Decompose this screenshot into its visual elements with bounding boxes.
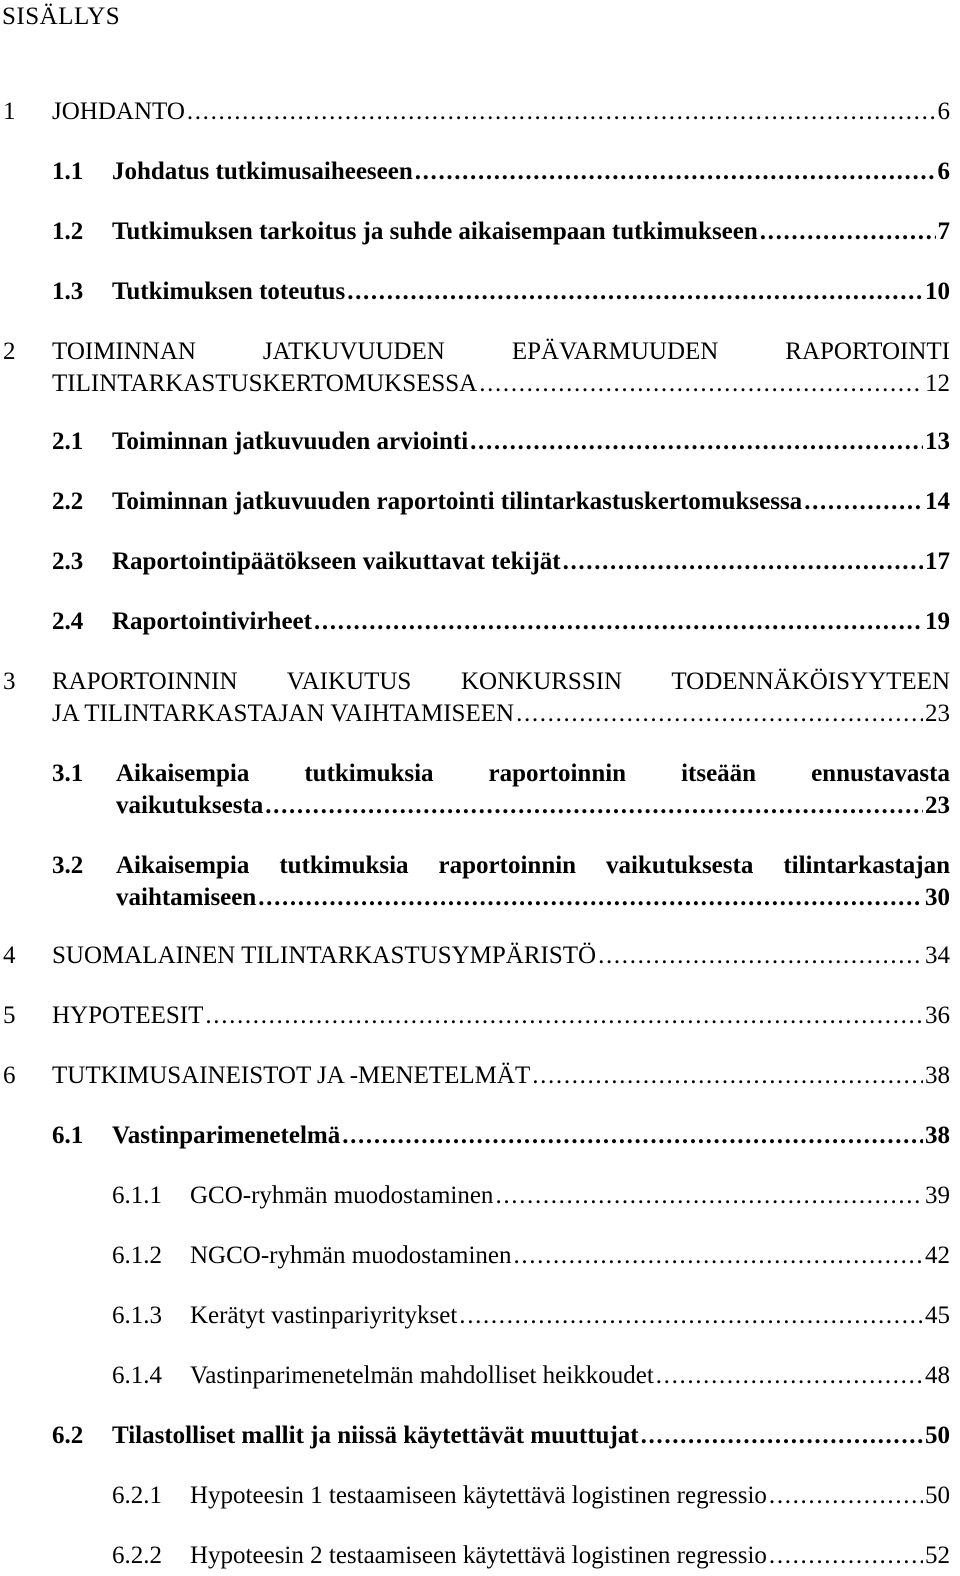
toc-entry-title: TILINTARKASTUSKERTOMUKSESSA: [52, 370, 478, 397]
toc-entry-body: [52, 1060, 950, 1092]
toc-entry-line: [112, 156, 950, 188]
toc-entry-title: SUOMALAINEN TILINTARKASTUSYMPÄRISTÖ: [52, 942, 597, 969]
toc-entry-page-number: 30: [925, 884, 950, 911]
dot-leader: [656, 1360, 923, 1392]
toc-entry-body: [112, 156, 950, 188]
toc-entry-title-first-line: RAPORTOINNIN VAIKUTUS KONKURSSIN TODENNÄKÖISYYTEEN: [52, 668, 950, 695]
toc-entry-title: JA TILINTARKASTAJAN VAIHTAMISEEN: [52, 700, 515, 727]
toc-entry-body: [112, 276, 950, 308]
toc-entry-title: vaihtamiseen: [116, 884, 257, 911]
toc-entry-page-number: 34: [925, 942, 950, 969]
toc-entry-line: [112, 1420, 950, 1452]
toc-entry-body: [112, 216, 950, 248]
toc-entry-line: [190, 1180, 950, 1212]
toc-entry-body: [52, 666, 950, 730]
toc-entry-page-number: 17: [925, 548, 950, 575]
toc-entry-title: Tilastolliset mallit ja niissä käytettävät muuttujat: [112, 1422, 639, 1449]
toc-entry-body: [112, 1420, 950, 1452]
toc-entry-title: JOHDANTO: [52, 98, 185, 125]
toc-entry-number: 4: [3, 942, 16, 969]
toc-entry-line: [52, 96, 950, 128]
toc-entry-line: [52, 368, 950, 400]
dot-leader: [598, 940, 923, 972]
toc-entry-line: [52, 1000, 950, 1032]
dot-leader: [265, 790, 923, 822]
toc-entry-page-number: 6: [937, 158, 950, 185]
dot-leader: [760, 216, 936, 248]
toc-entry-body: [52, 940, 950, 972]
toc-entry-number: 1.3: [52, 278, 84, 305]
dot-leader: [495, 1180, 923, 1212]
dot-leader: [516, 698, 923, 730]
toc-entry-number: 6.2.1: [112, 1482, 162, 1509]
toc-entry-title: Toiminnan jatkuvuuden raportointi tilintarkastuskertomuksessa: [112, 488, 803, 515]
dot-leader: [205, 1000, 923, 1032]
toc-entry-body: [190, 1300, 950, 1332]
dot-leader: [769, 1540, 923, 1572]
toc-entry-number: 6.2: [52, 1422, 84, 1449]
toc-entry-title: Tutkimuksen tarkoitus ja suhde aikaisempaan tutkimukseen: [112, 218, 758, 245]
toc-entry-title: NGCO-ryhmän muodostaminen: [190, 1242, 512, 1269]
toc-entry-number: 3: [3, 668, 16, 695]
toc-entry-title: GCO-ryhmän muodostaminen: [190, 1182, 494, 1209]
toc-entry-title: Johdatus tutkimusaiheeseen: [112, 158, 413, 185]
toc-entry-body: [190, 1240, 950, 1272]
toc-entry-number: 6.1.1: [112, 1182, 162, 1209]
toc-entry-body: [52, 336, 950, 400]
toc-entry-page-number: 38: [925, 1062, 950, 1089]
toc-entry-page-number: 19: [925, 608, 950, 635]
toc-entry-line: [52, 698, 950, 730]
toc-entry-page-number: 6: [937, 98, 950, 125]
toc-entry-title: Raportointivirheet: [112, 608, 312, 635]
toc-entry-number: 3.2: [52, 852, 84, 879]
toc-entry-line: [190, 1360, 950, 1392]
toc-entry-title: Raportointipäätökseen vaikuttavat tekijät: [112, 548, 561, 575]
dot-leader: [342, 1120, 923, 1152]
toc-entry-body: [190, 1180, 950, 1212]
toc-entry-page-number: 23: [925, 700, 950, 727]
toc-entry-line: [190, 1240, 950, 1272]
toc-entry-body: [52, 96, 950, 128]
toc-entry-title: Vastinparimenetelmä: [112, 1122, 341, 1149]
toc-entry-page-number: 23: [925, 792, 950, 819]
dot-leader: [415, 156, 936, 188]
toc-entry-body: [190, 1480, 950, 1512]
toc-entry-page-number: 52: [925, 1542, 950, 1569]
toc-entry-page-number: 48: [925, 1362, 950, 1389]
dot-leader: [347, 276, 923, 308]
toc-entry-body: [190, 1360, 950, 1392]
toc-entry-line: [112, 486, 950, 518]
toc-entry-title: Vastinparimenetelmän mahdolliset heikkoudet: [190, 1362, 654, 1389]
toc-entry-number: 1: [3, 98, 16, 125]
toc-entry-page-number: 10: [925, 278, 950, 305]
toc-entry-title: Toiminnan jatkuvuuden arviointi: [112, 428, 469, 455]
toc-entry-line: [52, 940, 950, 972]
toc-entry-number: 1.2: [52, 218, 84, 245]
toc-entry-page-number: 42: [925, 1242, 950, 1269]
toc-entry-line: [116, 882, 950, 914]
toc-entry-body: [112, 546, 950, 578]
toc-entry-line: [190, 1300, 950, 1332]
dot-leader: [641, 1420, 923, 1452]
toc-entry-body: [112, 426, 950, 458]
toc-entry-number: 2.2: [52, 488, 84, 515]
toc-entry-title: Hypoteesin 2 testaamiseen käytettävä logistinen regressio: [190, 1542, 767, 1569]
toc-entry-body: [112, 486, 950, 518]
toc-entry-page-number: 39: [925, 1182, 950, 1209]
toc-entry-number: 3.1: [52, 760, 84, 787]
toc-entry-page-number: 12: [925, 370, 950, 397]
toc-entry-title: HYPOTEESIT: [52, 1002, 204, 1029]
dot-leader: [532, 1060, 923, 1092]
toc-entry-line: [190, 1480, 950, 1512]
dot-leader: [314, 606, 923, 638]
toc-entry-number: 6: [3, 1062, 16, 1089]
dot-leader: [804, 486, 923, 518]
dot-leader: [513, 1240, 923, 1272]
toc-entry-line: [112, 546, 950, 578]
toc-entry-number: 2.3: [52, 548, 84, 575]
toc-entry-body: [190, 1540, 950, 1572]
toc-entry-body: [112, 1120, 950, 1152]
toc-entry-title: Hypoteesin 1 testaamiseen käytettävä logistinen regressio: [190, 1482, 767, 1509]
toc-entry-page-number: 50: [925, 1422, 950, 1449]
toc-entry-page-number: 7: [937, 218, 950, 245]
toc-entry-number: 5: [3, 1002, 16, 1029]
dot-leader: [258, 882, 923, 914]
dot-leader: [563, 546, 923, 578]
toc-entry-title-first-line: Aikaisempia tutkimuksia raportoinnin vaikutuksesta tilintarkastajan: [116, 852, 950, 879]
dot-leader: [187, 96, 936, 128]
toc-entry-page-number: 14: [925, 488, 950, 515]
toc-entry-number: 6.1.4: [112, 1362, 162, 1389]
toc-entry-number: 6.2.2: [112, 1542, 162, 1569]
toc-entry-line: [112, 276, 950, 308]
toc-entry-page-number: 50: [925, 1482, 950, 1509]
toc-entry-body: [116, 850, 950, 914]
dot-leader: [459, 1300, 923, 1332]
toc-entry-page-number: 38: [925, 1122, 950, 1149]
toc-entry-body: [112, 606, 950, 638]
toc-entry-line: [52, 1060, 950, 1092]
toc-entry-number: 6.1: [52, 1122, 84, 1149]
toc-entry-line: [112, 426, 950, 458]
toc-entry-title: Kerätyt vastinpariyritykset: [190, 1302, 458, 1329]
toc-entry-line: [190, 1540, 950, 1572]
toc-entry-line: [112, 1120, 950, 1152]
toc-entry-line: [112, 606, 950, 638]
dot-leader: [479, 368, 923, 400]
toc-entry-title: Tutkimuksen toteutus: [112, 278, 346, 305]
dot-leader: [769, 1480, 923, 1512]
toc-entry-title-first-line: TOIMINNAN JATKUVUUDEN EPÄVARMUUDEN RAPORTOINTI: [52, 338, 950, 365]
toc-entry-title: TUTKIMUSAINEISTOT JA -MENETELMÄT: [52, 1062, 531, 1089]
toc-entry-number: 2: [3, 338, 16, 365]
toc-entry-page-number: 36: [925, 1002, 950, 1029]
toc-entry-number: 6.1.3: [112, 1302, 162, 1329]
toc-entry-page-number: 45: [925, 1302, 950, 1329]
toc-entry-page-number: 13: [925, 428, 950, 455]
dot-leader: [470, 426, 923, 458]
toc-entry-line: [116, 790, 950, 822]
toc-entry-line: [112, 216, 950, 248]
toc-entry-number: 6.1.2: [112, 1242, 162, 1269]
toc-entry-title: vaikutuksesta: [116, 792, 264, 819]
toc-entry-number: 2.1: [52, 428, 84, 455]
toc-entry-body: [116, 758, 950, 822]
toc-entry-number: 2.4: [52, 608, 84, 635]
page-title: SISÄLLYS: [2, 3, 121, 30]
toc-entry-number: 1.1: [52, 158, 84, 185]
toc-entry-title-first-line: Aikaisempia tutkimuksia raportoinnin itseään ennustavasta: [116, 760, 950, 787]
toc-entry-body: [52, 1000, 950, 1032]
